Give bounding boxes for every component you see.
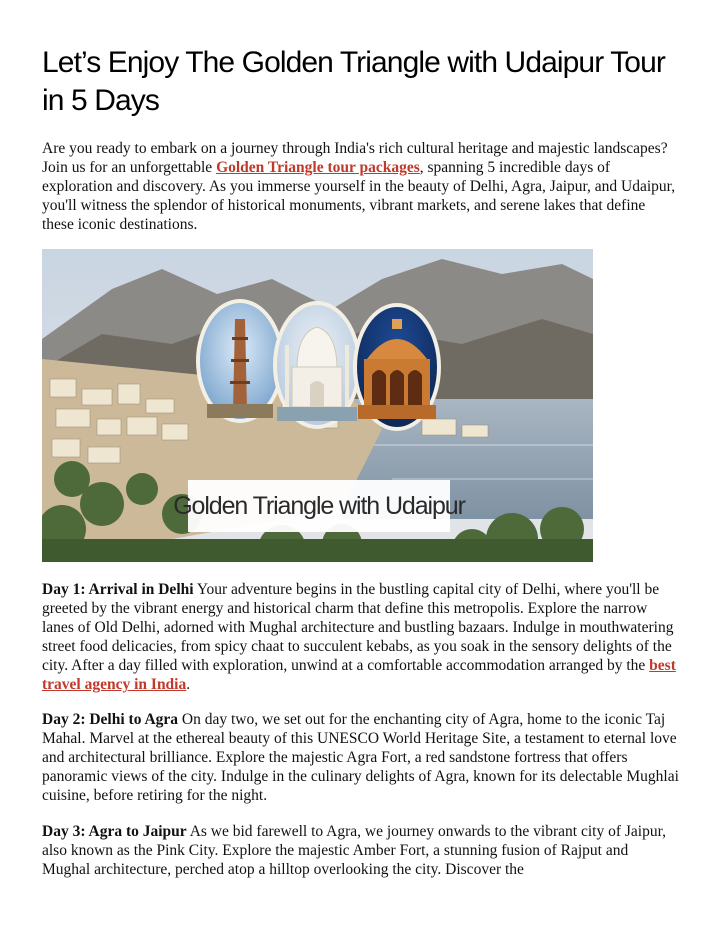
day-1-text-end: . (186, 676, 191, 694)
day-3-text: As we bid farewell to Agra, we journey onwards to the vibrant city of Jaipur, also known as the Pink City. Explore the majestic Amber Fort, a stunning fusion of Rajput and Mughal architecture, perched atop a hilltop overlooking the city. Discover the (42, 823, 666, 879)
day-2-paragraph (42, 710, 680, 805)
day-2-heading: Day 2: Delhi to Agra (42, 711, 179, 728)
intro-text-end: , spanning 5 incredible days of exploration and discovery. As you immerse yourself in the beauty of Delhi, Agra, Jaipur, and Udaipur, you'll witness the splendor of historical monuments, vibrant markets, and serene lakes that define these iconic destinations. (42, 159, 676, 234)
page-title: Let’s Enjoy The Golden Triangle with Udaipur Tour in 5 Days (42, 46, 665, 117)
taj-mahal-medallion (273, 301, 361, 429)
day-2-text: On day two, we set out for the enchanting city of Agra, home to the iconic Taj Mahal. Marvel at the ethereal beauty of this UNESCO World Heritage Site, a testament to eternal love and architectural brilliance. Explore the majestic Agra Fort, a red sandstone fortress that offers panoramic views of the city. Indulge in the culinary delights of Agra, known for its delectable Mughlai cuisine, before retiring for the night. (42, 711, 679, 805)
hero-caption: Golden Triangle with Udaipur (188, 480, 450, 532)
travel-agency-link[interactable]: best travel agency in India (42, 657, 676, 694)
jaipur-chhatri-medallion (353, 303, 441, 431)
day-1-paragraph (42, 580, 680, 695)
day-1-heading: Day 1: Arrival in Delhi (42, 581, 194, 598)
intro-text: Are you ready to embark on a journey through India's rich cultural heritage and majestic landscapes? Join us for an unforgettable (42, 140, 668, 177)
day-1-text: Your adventure begins in the bustling capital city of Delhi, where you'll be greeted by the vibrant energy and historical charm that define this metropolis. Explore the narrow lanes of Old Delhi, adorned with Mughal architecture and bustling bazaars. Indulge in mouthwatering street food delicacies, from spicy chaat to succulent kebabs, as you soak in the sensory delights of the city. After a day filled with exploration, unwind at a comfortable accommodation arranged by the (42, 581, 674, 675)
hero-image (42, 249, 593, 562)
golden-triangle-link[interactable]: Golden Triangle tour packages (216, 159, 420, 177)
day-3-heading: Day 3: Agra to Jaipur (42, 823, 187, 840)
day-3-paragraph (42, 822, 680, 879)
intro-paragraph (42, 139, 680, 234)
qutub-minar-medallion (196, 299, 284, 423)
